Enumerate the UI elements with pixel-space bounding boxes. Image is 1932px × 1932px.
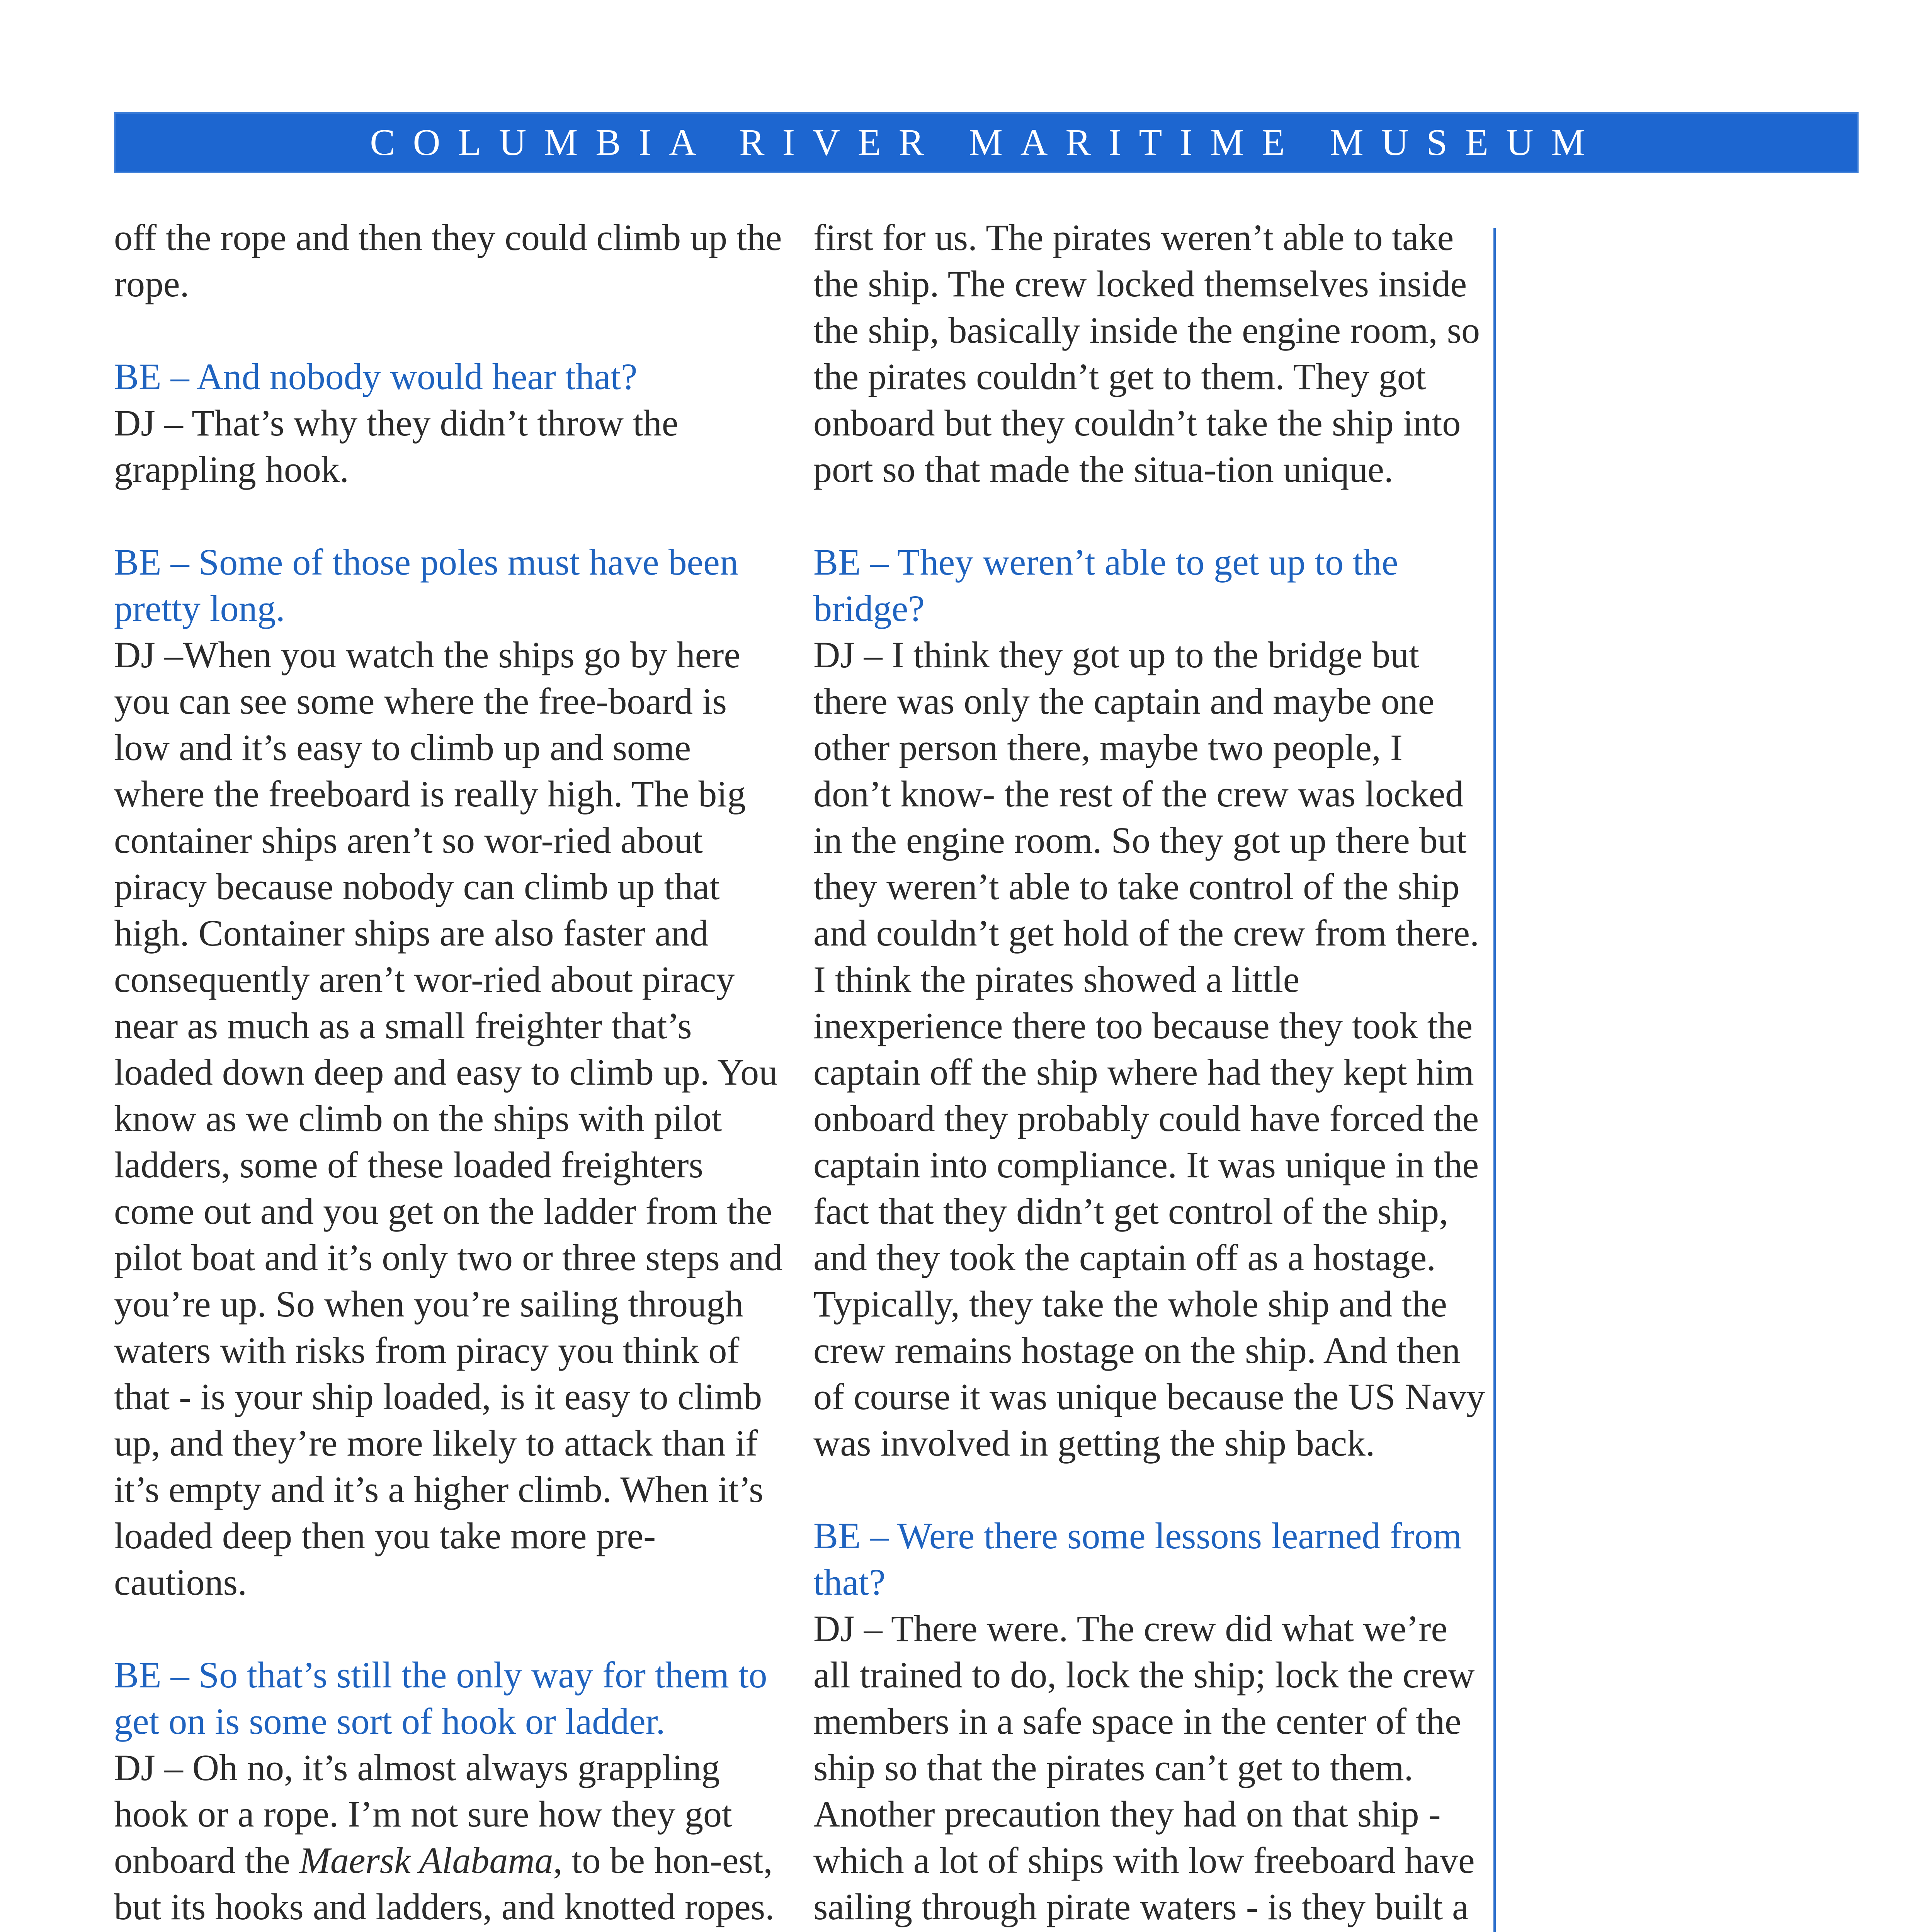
publication-header: COLUMBIA RIVER MARITIME MUSEUM xyxy=(370,122,1603,163)
answer: DJ – That’s why they didn’t throw the grappling hook. xyxy=(114,402,679,490)
paragraph: first for us. The pirates weren’t able to take the ship. The crew locked themselves inside the ship, basically inside the engine room, so the pirates couldn’t get to them. They got onboard but they couldn’t take the ship into port so that made the situa-tion unique. xyxy=(813,217,1480,490)
question: BE – And nobody would hear that? xyxy=(114,356,638,397)
answer-text: , to be hon-est, but its hooks and ladders, and knotted ropes. xyxy=(114,1840,775,1927)
answer: DJ – There were. The crew did what we’re all trained to do, lock the ship; lock the crew members in a safe space in the center of the ship so that the pirates can’t get to them. Another precaution they had on that ship - which a lot of ships with low freeboard have sailing through pirate waters - is they built a xyxy=(813,1608,1475,1927)
right-column xyxy=(813,214,1486,1932)
ship-name: Maersk Alabama xyxy=(299,1840,553,1881)
question: BE – So that’s still the only way for them to get on is some sort of hook or ladder. xyxy=(114,1654,767,1742)
question: BE – They weren’t able to get up to the bridge? xyxy=(813,541,1398,629)
answer: DJ –When you watch the ships go by here you can see some where the free-board is low and it’s easy to climb up and some where the freeboard is really high. The big container ships aren’t so wor-ried about piracy because nobody can climb up that high. Container ships are also faster and consequently aren’t wor-ried about piracy near as much as a small freighter that’s loaded down deep and easy to climb up. You know as we climb on the ships with pilot ladders, some of these loaded freighters come out and you get on the ladder from the pilot boat and it’s only two or three steps and you’re up. So when you’re sailing through waters with risks from piracy you think of that - is your ship loaded, is it easy to climb up, and they’re more likely to attack than if it’s empty and it’s a higher climb. When it’s loaded deep then you take more pre-cautions. xyxy=(114,634,783,1603)
answer xyxy=(114,1745,786,1930)
paragraph: off the rope and then they could climb up the rope. xyxy=(114,217,782,304)
question: BE – Some of those poles must have been pretty long. xyxy=(114,541,738,629)
column-divider xyxy=(1493,228,1496,1932)
answer: DJ – I think they got up to the bridge but there was only the captain and maybe one other person there, maybe two people, I don’t know- the rest of the crew was locked in the engine room. So they got up there but they weren’t able to take control of the ship and couldn’t get hold of the crew from there. I think the pirates showed a little inexperience there too because they took the captain off the ship where had they kept him onboard they probably could have forced the captain into compliance. It was unique in the fact that they didn’t get control of the ship, and they took the captain off as a hostage. Typically, they take the whole ship and the crew remains hostage on the ship. And then of course it was unique because the US Navy was involved in getting the ship back. xyxy=(813,634,1485,1464)
header-band xyxy=(114,112,1859,173)
answer-text: DJ – Oh no, it’s almost always grappling hook or a rope. I’m not sure how they got onboard the xyxy=(114,1747,732,1881)
question: BE – Were there some lessons learned from that? xyxy=(813,1515,1462,1603)
left-column xyxy=(114,214,786,1932)
